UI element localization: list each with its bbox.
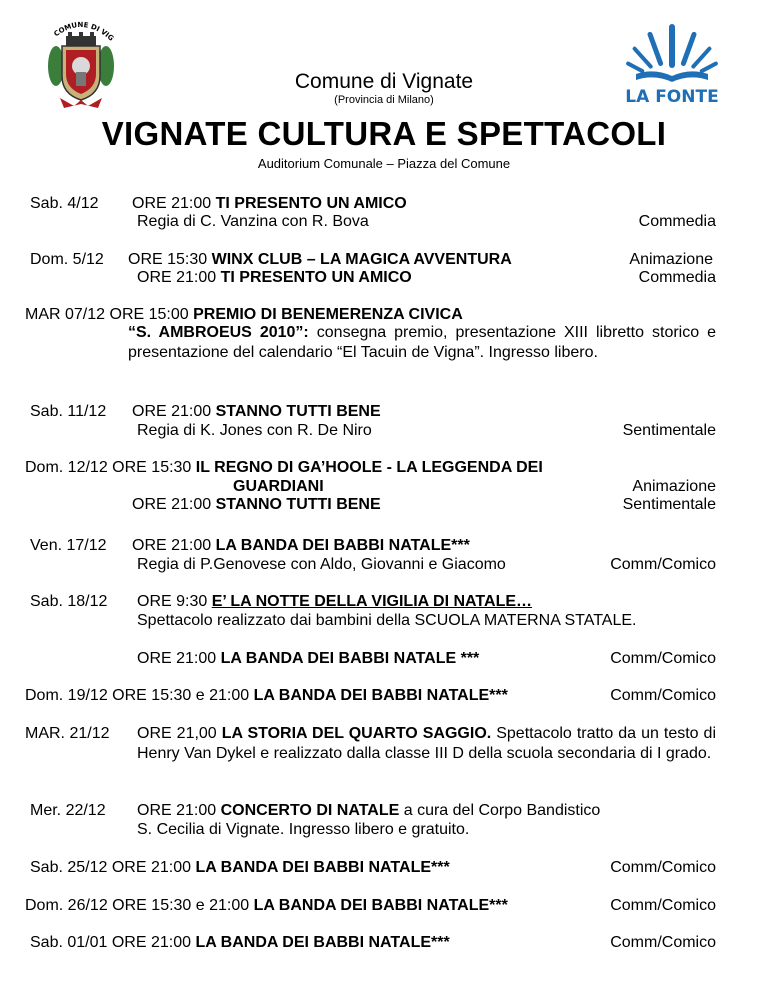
event-title-cont: GUARDIANI	[233, 478, 324, 495]
event-genre: Sentimentale	[622, 422, 716, 439]
event-date: Sab. 25/12 ORE 21:00 LA BANDA DEI BABBI NATALE***	[30, 859, 450, 876]
event-info: S. Cecilia di Vignate. Ingresso libero e gratuito.	[137, 821, 470, 838]
logo-text: LA FONTE	[625, 87, 719, 106]
provincia: (Provincia di Milano)	[334, 94, 434, 106]
event-genre: Commedia	[638, 269, 716, 286]
event-date: Dom. 5/12	[30, 251, 104, 268]
event-info: Regia di K. Jones con R. De Niro	[137, 422, 372, 439]
event-genre: Comm/Comico	[610, 934, 716, 951]
event-genre: Commedia	[638, 213, 716, 230]
event-line: ORE 21:00 TI PRESENTO UN AMICO	[137, 269, 412, 286]
event-line: ORE 21:00 LA BANDA DEI BABBI NATALE ***	[137, 650, 480, 667]
event-genre: Comm/Comico	[610, 687, 716, 704]
event-genre: Comm/Comico	[610, 556, 716, 573]
event-genre: Animazione	[629, 251, 713, 268]
comune-name: Comune di Vignate	[294, 70, 474, 93]
crest-caption: COMUNE DI VIG	[52, 20, 116, 43]
event-info: Regia di C. Vanzina con R. Bova	[137, 213, 369, 230]
event-date: Dom. 26/12 ORE 15:30 e 21:00 LA BANDA DEI BABBI NATALE***	[25, 897, 508, 914]
event-description: ORE 21,00 LA STORIA DEL QUARTO SAGGIO. Spettacolo tratto da un testo di Henry Van Dykel e realizzato dalla classe III D della scuola secondaria di I grado.	[137, 725, 717, 762]
event-genre: Sentimentale	[622, 496, 716, 513]
event-date: Sab. 18/12	[30, 593, 108, 610]
event-line: ORE 9:30 E’ LA NOTTE DELLA VIGILIA DI NATALE…	[137, 593, 533, 610]
event-date: Sab. 4/12	[30, 195, 99, 212]
event-date: MAR. 21/12	[25, 725, 110, 742]
event-genre: Comm/Comico	[610, 859, 716, 876]
event-date: Mer. 22/12	[30, 802, 106, 819]
event-genre: Animazione	[632, 478, 716, 495]
event-info: Regia di P.Genovese con Aldo, Giovanni e Giacomo	[137, 556, 506, 573]
event-genre: Comm/Comico	[610, 650, 716, 667]
event-line: ORE 15:30 WINX CLUB – LA MAGICA AVVENTURA	[128, 251, 512, 268]
event-line: ORE 21:00 TI PRESENTO UN AMICO	[132, 195, 407, 212]
venue-subtitle: Auditorium Comunale – Piazza del Comune	[257, 156, 511, 171]
event-date: Dom. 19/12 ORE 15:30 e 21:00 LA BANDA DEI BABBI NATALE***	[25, 687, 508, 704]
event-line: ORE 21:00 LA BANDA DEI BABBI NATALE***	[132, 537, 470, 554]
event-date: Ven. 17/12	[30, 537, 107, 554]
event-date: Sab. 11/12	[30, 403, 107, 420]
event-date: MAR 07/12 ORE 15:00 PREMIO DI BENEMERENZA CIVICA	[25, 306, 463, 323]
event-date: Sab. 01/01 ORE 21:00 LA BANDA DEI BABBI NATALE***	[30, 934, 450, 951]
event-line: ORE 21:00 STANNO TUTTI BENE	[132, 403, 381, 420]
event-date: Dom. 12/12 ORE 15:30 IL REGNO DI GA’HOOLE - LA LEGGENDA DEI	[25, 459, 543, 476]
event-line: ORE 21:00 STANNO TUTTI BENE	[132, 496, 381, 513]
event-genre: Comm/Comico	[610, 897, 716, 914]
event-description: “S. AMBROEUS 2010”: consegna premio, presentazione XIII libretto storico e presentazione del calendario “El Tacuin de Vigna”. Ingresso libero.	[128, 324, 717, 361]
event-line: ORE 21:00 CONCERTO DI NATALE a cura del Corpo Bandistico	[137, 802, 601, 819]
event-info: Spettacolo realizzato dai bambini della SCUOLA MATERNA STATALE.	[137, 612, 637, 629]
page-title: VIGNATE CULTURA E SPETTACOLI	[101, 115, 667, 152]
